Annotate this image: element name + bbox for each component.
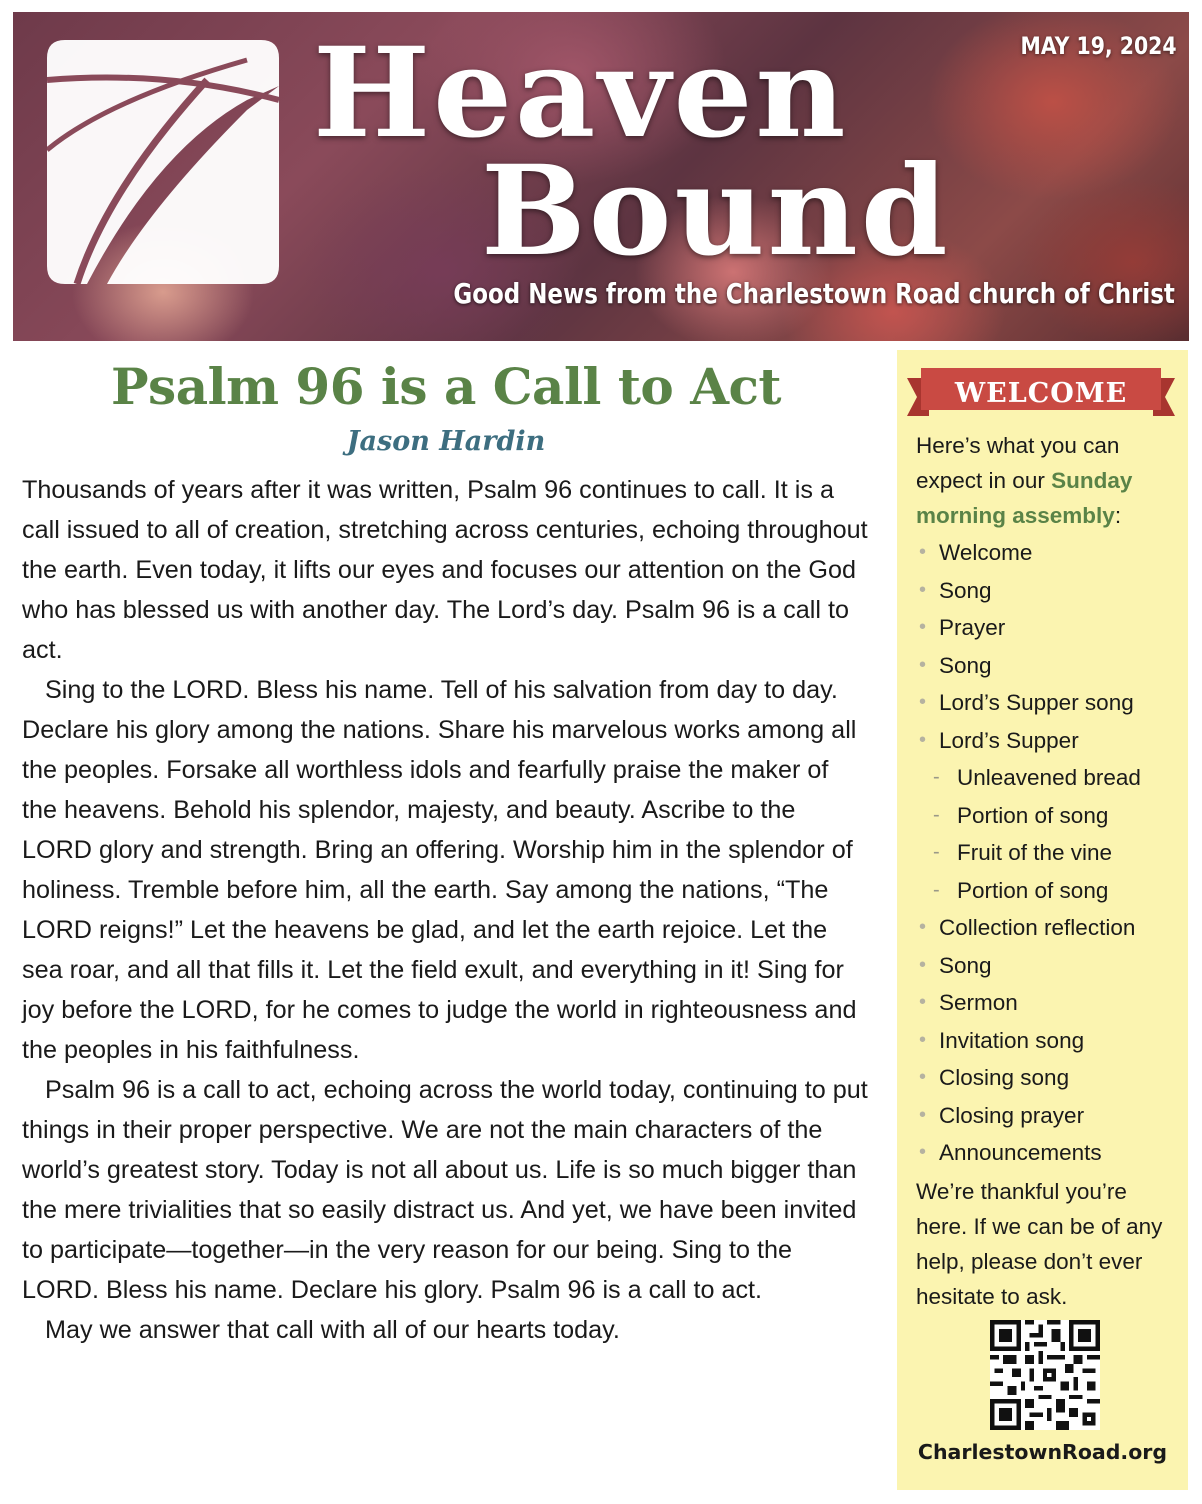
tagline: Good News from the Charlestown Road church of Christ: [453, 277, 1175, 310]
thanks-note: We’re thankful you’re here. If we can be of any help, please don’t ever hesitate to ask.: [916, 1179, 1163, 1309]
bullet-icon: •: [919, 578, 927, 601]
bullet-icon: •: [919, 1141, 927, 1163]
agenda-item-label: Song: [939, 952, 992, 978]
article-paragraph: Sing to the LORD. Bless his name. Tell of his salvation from day to day. Declare his glory among the nations. Share his marvelous works among all the peoples. Forsake all worthless idols and fearfully praise the maker of the heavens. Behold his splendor, majesty, and beauty. Ascribe to the LORD glory and strength. Bring an offering. Worship him in the splendor of holiness. Tremble before him, all the earth. Say among the nations, “The LORD reigns!” Let the heavens be glad, and let the earth rejoice. Let the sea roar, and all that fills it. Let the field exult, and everything in it! Sing for joy before the LORD, for he comes to judge the world in righteousness and the peoples in his faithfulness.: [22, 676, 857, 1064]
agenda-item: [916, 1022, 1186, 1060]
agenda-subitem: [916, 872, 1186, 910]
agenda-item-label: Portion of song: [957, 877, 1109, 903]
agenda-item-label: Collection reflection: [939, 915, 1136, 940]
agenda-item-label: Sermon: [939, 990, 1018, 1015]
agenda-subitem: [916, 759, 1186, 797]
agenda-item: [916, 609, 1186, 647]
agenda-item-label: Closing prayer: [939, 1102, 1085, 1128]
agenda-item-label: Lord’s Supper song: [939, 690, 1134, 715]
dash-bullet-icon: -: [933, 878, 940, 901]
welcome-label: WELCOME: [954, 378, 1128, 409]
bullet-icon: •: [919, 916, 927, 938]
welcome-ribbon: [907, 364, 1175, 426]
bullet-icon: •: [919, 728, 927, 751]
article-paragraph: Thousands of years after it was written, Psalm 96 continues to call. It is a call issued to all of creation, stretching across centuries, echoing throughout the earth. Even today, it lifts our eyes and focuses our attention on the God who has blessed us with another day. The Lord’s day. Psalm 96 is a call to act.: [22, 476, 868, 664]
article-paragraph: May we answer that call with all of our hearts today.: [45, 1316, 620, 1344]
agenda-item: [916, 722, 1186, 760]
bullet-icon: •: [919, 1028, 927, 1051]
agenda-item-label: Announcements: [939, 1140, 1102, 1165]
church-logo-icon: [47, 40, 279, 284]
agenda-item: [916, 1059, 1186, 1097]
header-banner: [13, 12, 1189, 341]
title-line-bound: Bound: [481, 139, 951, 284]
bullet-icon: •: [919, 691, 927, 713]
agenda-item: [916, 572, 1186, 610]
agenda-item: [916, 684, 1186, 722]
agenda-subitem: [916, 797, 1186, 835]
article-paragraph: Psalm 96 is a call to act, echoing across the world today, continuing to put things in their proper perspective. We are not the main characters of the world’s greatest story. Today is not all about us. Life is so much bigger than the mere trivialities that so easily distract us. And yet, we have been invited to participate—together—in the very reason for our being. Sing to the LORD. Bless his name. Declare his glory. Psalm 96 is a call to act.: [22, 1076, 868, 1304]
dash-bullet-icon: -: [933, 841, 940, 863]
dash-bullet-icon: -: [933, 803, 940, 826]
agenda-item-label: Lord’s Supper: [939, 727, 1079, 753]
article-body: [22, 470, 870, 1350]
bullet-icon: •: [919, 653, 927, 676]
bullet-icon: •: [919, 541, 927, 563]
agenda-item-label: Invitation song: [939, 1027, 1085, 1053]
article-title: Psalm 96 is a Call to Act: [110, 357, 782, 416]
issue-date: MAY 19, 2024: [1020, 32, 1177, 60]
welcome-sidebar: [897, 350, 1188, 1490]
agenda-item-label: Closing song: [939, 1065, 1070, 1090]
bullet-icon: •: [919, 616, 927, 638]
agenda-item-label: Welcome: [939, 540, 1033, 565]
agenda-item-label: Song: [939, 577, 992, 603]
intro-text: Here’s what you can expect in our: [916, 433, 1120, 493]
agenda-item: [916, 909, 1186, 947]
intro-colon: :: [1114, 503, 1122, 528]
agenda-item-label: Unleavened bread: [957, 765, 1141, 790]
agenda-item: [916, 1134, 1186, 1172]
agenda-item: [916, 947, 1186, 985]
website-link[interactable]: CharlestownRoad.org: [917, 1440, 1168, 1464]
agenda-item-label: Prayer: [939, 615, 1006, 640]
bullet-icon: •: [919, 953, 927, 976]
article-author: Jason Hardin: [346, 426, 546, 457]
agenda-subitem: [916, 834, 1186, 872]
bullet-icon: •: [919, 991, 927, 1013]
bullet-icon: •: [919, 1066, 927, 1088]
agenda-item: [916, 984, 1186, 1022]
agenda-item: [916, 534, 1186, 572]
agenda-item-label: Song: [939, 652, 992, 678]
assembly-intro: [916, 428, 1181, 533]
agenda-item-label: Fruit of the vine: [957, 840, 1113, 865]
agenda-item: [916, 1097, 1186, 1135]
qr-code-icon[interactable]: [990, 1320, 1100, 1430]
dash-bullet-icon: -: [933, 766, 940, 788]
agenda-item: [916, 647, 1186, 685]
assembly-agenda: [916, 534, 1186, 1172]
agenda-item-label: Portion of song: [957, 802, 1109, 828]
intro-highlight: Sunday morning assembly: [916, 468, 1133, 528]
main-article: [22, 352, 870, 1350]
title-line-heaven: Heaven: [313, 21, 849, 166]
bullet-icon: •: [919, 1103, 927, 1126]
